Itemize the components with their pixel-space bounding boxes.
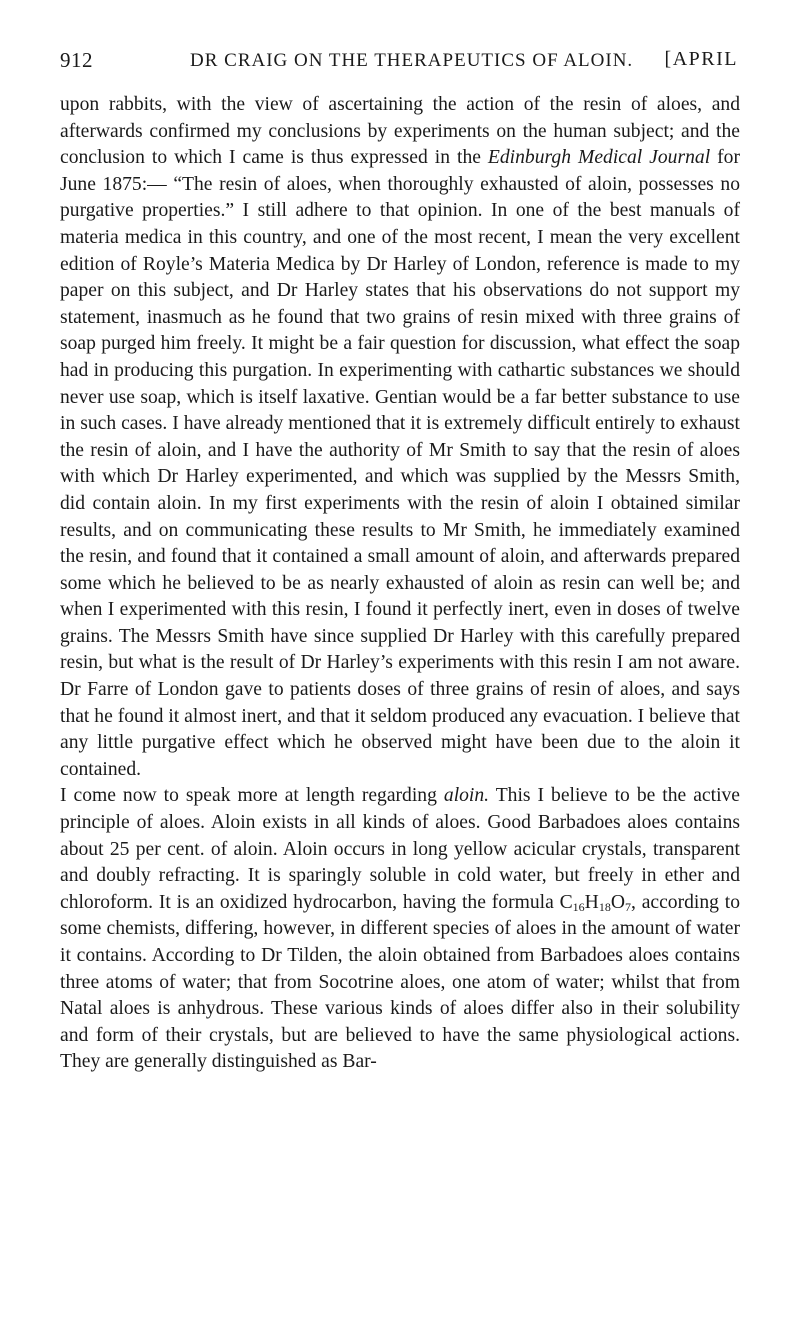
article-body xyxy=(60,92,740,1076)
running-header xyxy=(60,48,738,80)
paragraph-1-text-b: for June 1875:— “The resin of aloes, when thoroughly exhausted of aloin, possesses no purgative properties.” I still adhere to that opinion. In one of the best manuals of materia medica in this country, and one of the most recent, I mean the very excellent edition of Royle’s Materia Medica by Dr Harley of London, reference is made to my paper on this subject, and Dr Harley states that his observations do not support my statement, inasmuch as he found that two grains of resin mixed with three grains of soap purged him freely. It might be a fair question for discussion, what effect the soap had in producing this purgation. In experimenting with cathartic substances we should never use soap, which is itself laxative. Gentian would be a far better substance to use in such cases. I have already mentioned that it is extremely difficult entirely to exhaust the resin of aloin, and I have the authority of Mr Smith to say that the resin of aloes with which Dr Harley experimented, and which was supplied by the Messrs Smith, did contain aloin. In my first experiments with the resin of aloin I obtained similar results, and on communicating these results to Mr Smith, he immediately examined the resin, and found that it contained a small amount of aloin, and afterwards prepared some which he believed to be as nearly exhausted of aloin as resin can well be; and when I experimented with this resin, I found it perfectly inert, even in doses of twelve grains. The Messrs Smith have since supplied Dr Harley with this carefully prepared resin, but what is the result of Dr Harley’s experiments with this resin I am not aware. Dr Farre of London gave to patients doses of three grains of resin of aloes, and says that he found it almost inert, and that it seldom produced any evacuation. I believe that any little purgative effect which he observed might have been due to the aloin it contained. xyxy=(60,147,740,780)
aloin-term: aloin. xyxy=(443,785,490,807)
paragraph-2 xyxy=(60,783,740,1076)
paragraph-1 xyxy=(60,92,740,783)
paragraph-1-text-a: upon rabbits, with the view of ascertaining the action of the resin of aloes, and afterwards confirmed my conclusions by experiments on the human subject; and the conclusion to which I came is thus expressed in the xyxy=(60,94,740,169)
paragraph-2-text-a: I come now to speak more at length regarding xyxy=(60,785,444,807)
page-number: 912 xyxy=(60,48,93,72)
running-title: DR CRAIG ON THE THERAPEUTICS OF ALOIN. xyxy=(190,50,634,71)
journal-title: Edinburgh Medical Journal xyxy=(487,147,711,169)
paragraph-2-text-c: , according to some chemists, differing, however, in different species of aloes in the amount of water it contains. According to Dr Tilden, the aloin obtained from Barbadoes aloes contains three atoms of water; that from Socotrine aloes, one atom of water; whilst that from Natal aloes is anhydrous. These various kinds of aloes differ also in their solubility and form of their crystals, but are believed to have the same physiological actions. They are generally distinguished as Bar- xyxy=(60,891,740,1073)
issue-month: [APRIL xyxy=(664,48,738,70)
chemical-formula: $C_{16}H_{18}O_7$ xyxy=(559,891,631,914)
paragraph-2-text-b: This I believe to be the active principle of aloes. Aloin exists in all kinds of aloes. Good Barbadoes aloes contains about 25 per cent. of aloin. Aloin occurs in long yellow acicular crystals, transparent and doubly refracting. It is sparingly soluble in cold water, but freely in ether and chloroform. It is an oxidized hydrocarbon, having the formula xyxy=(60,785,741,913)
